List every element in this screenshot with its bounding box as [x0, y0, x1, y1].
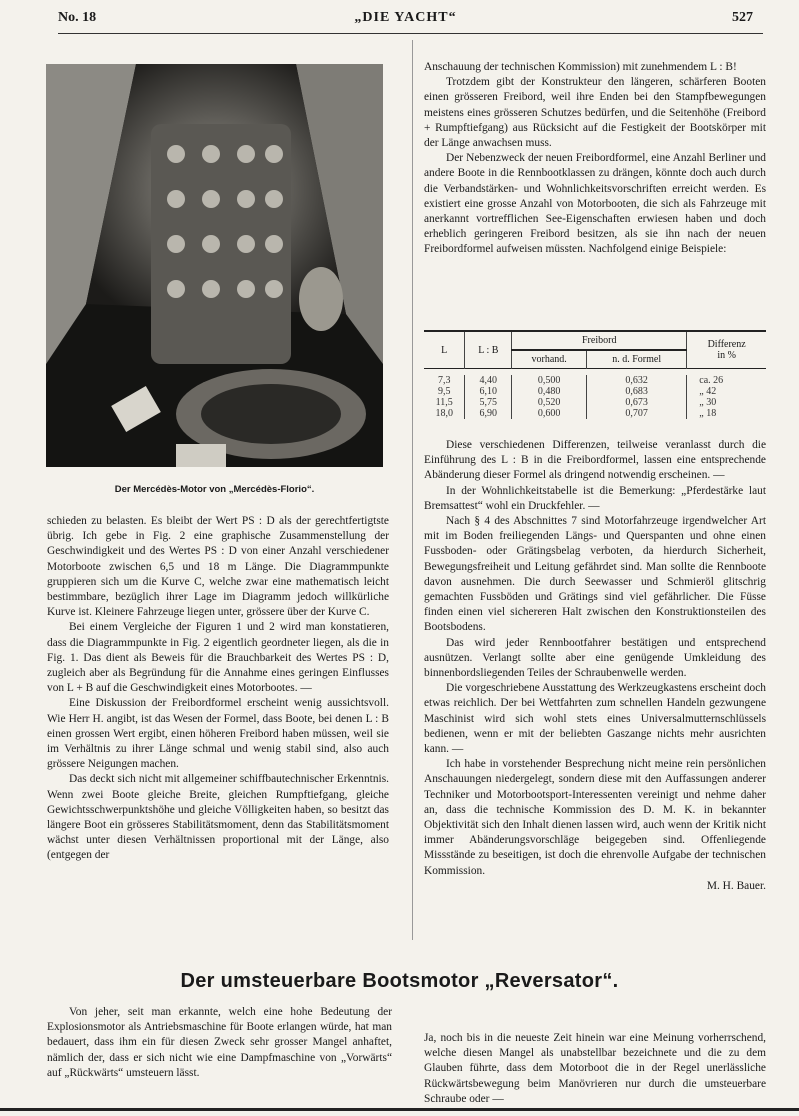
- differenz-unit: in %: [717, 350, 736, 361]
- bottom-rule: [0, 1108, 799, 1111]
- differenz-label: Differenz: [707, 339, 746, 350]
- cell-formel: 0,673: [587, 397, 687, 408]
- issue-number: No. 18: [58, 10, 97, 25]
- paragraph: Das deckt sich nicht mit allgemeiner schiffbautechnischer Erkenntnis. Wenn zwei Boote gleiche Breite, gleichen Rumpftiefgang, gleiche Gewichtsschwerpunktshöhe und gleiche Völligkeiten haben, so besitzt das längere Boot ein grösseres Stabilitätsmoment, denn das Stabilitätsmoment wächst unter diesen Verhältnissen proportional mit der Länge, also (entgegen der: [47, 773, 389, 862]
- cell-lb: 6,90: [465, 408, 512, 419]
- cell-formel: 0,683: [587, 386, 687, 397]
- paragraph: Bei einem Vergleiche der Figuren 1 und 2 wird man konstatieren, dass die Diagrammpunkte in Fig. 2 eigentlich geordneter liegen, als die in Fig. 1. Das dient als Beweis für die Brauchbarkeit des Wertes PS : D, zugleich aber als Begründung für die Annahme eines geringen Einflusses von L + B auf die Geschwindigkeit eines Motorbootes. —: [47, 621, 389, 695]
- paragraph: Anschauung der technischen Kommission) mit zunehmendem L : B!: [424, 61, 737, 73]
- col-header-freibord: Freibord: [512, 331, 687, 350]
- page-header: [58, 10, 753, 32]
- page-number: 527: [732, 10, 753, 25]
- right-column-bottom: [424, 438, 766, 894]
- cell-l: 7,3: [437, 374, 451, 386]
- paragraph: Nach § 4 des Abschnittes 7 sind Motorfahrzeuge irgendwelcher Art mit im Boden freiliegenden Längs- und Querspanten und ohne einen Fussboden- oder Grätingsbelag verboten, da hierdurch Sicherheit, Bewegungsfreiheit und Leitung gefährdet sind. Man sollte die Rennboote davon ausnehmen. Die durch Seewasser und Schmieröl glitschrig gemachten Fussböden und Grätings sind viel gefährlicher. Die Füsse finden einen viel sichereren Halt zwischen den Konstruktionsteilen des Bootsbodens.: [424, 515, 766, 634]
- freibord-table: [424, 330, 766, 419]
- col-header-differenz: [687, 331, 766, 369]
- engine-photo-graphic: [46, 64, 383, 467]
- cell-formel: 0,632: [587, 375, 687, 386]
- paragraph: Von jeher, seit man erkannte, welch eine hohe Bedeutung der Explosionsmotor als Antriebsmaschine für Boote erlangen würde, hat man bedauert, dass ihm ein für diesen Zweck sehr grosser Mangel anhaftet, nämlich der, dass er sich nicht wie eine Dampfmaschine von „Vorwärts“ auf „Rückwärts“ umsteuern lässt.: [47, 1006, 392, 1079]
- cell-vorhand: 0,600: [512, 408, 587, 419]
- cell-lb: 6,10: [465, 386, 512, 397]
- signature-line: [424, 879, 766, 894]
- table-row: [424, 375, 766, 386]
- col-header-vorhand: vorhand.: [512, 350, 587, 369]
- cell-diff: „ 30: [687, 397, 766, 408]
- col-header-formel: n. d. Formel: [587, 350, 687, 369]
- right-column-top: [424, 60, 766, 258]
- author-signature: M. H. Bauer.: [706, 879, 766, 892]
- paragraph: Trotzdem gibt der Konstrukteur den längeren, schärferen Booten einen grösseren Freibord, weil ihre Enden bei den Stampfbewegungen meistens eines grösseren Schutzes bedürfen, und die Seitenhöhe (Freibord + Rumpftiefgang) aus Rücksicht auf die Festigkeit der Bootskörper mit der Länge anwachsen muss.: [424, 76, 766, 150]
- cell-l: 18,0: [435, 407, 453, 419]
- header-rule: [58, 33, 763, 34]
- cell-lb: 5,75: [465, 397, 512, 408]
- col-header-lb: L : B: [465, 331, 512, 369]
- paragraph: Die vorgeschriebene Ausstattung des Werkzeugkastens erscheint doch etwas reichlich. Der bei Wettfahrten zum schnellen Handeln gezwungene Maschinist wird sich wohl stets eines Universalmutternschlüssels bedienen, wenn er mit der beliebten Gaszange nichts mehr ausrichten kann. —: [424, 682, 766, 756]
- paragraph: Diese verschiedenen Differenzen, teilweise veranlasst durch die Einführung des L : B in die Freibordformel, lassen eine entsprechende Abänderung dieser Formel als dringend notwendig erscheinen. —: [424, 439, 766, 482]
- paragraph: In der Wohnlichkeitstabelle ist die Bemerkung: „Pferdestärke laut Bremsattest“ wohl ein Druckfehler. —: [424, 484, 766, 512]
- cell-diff: „ 42: [687, 386, 766, 397]
- left-column: [47, 514, 389, 864]
- paragraph: schieden zu belasten. Es bleibt der Wert PS : D als der gerechtfertigtste übrig. Ich gebe in Fig. 2 eine graphische Zusammenstellung der Geschwindigkeit und des Wertes PS : D von einer Anzahl verschiedener Motorboote zwischen 6,5 und 18 m Länge. Die Diagrammpunkte gruppieren sich um die Kurve C, welche zwar eine mathematisch leicht bestimmbare, bezüglich ihrer Lage im Diagramm jedoch willkürliche Kurve ist. Kleinere Fahrzeuge liegen unter, grössere über der Kurve C.: [47, 515, 389, 619]
- cell-lb: 4,40: [465, 375, 512, 386]
- paragraph: Der Nebenzweck der neuen Freibordformel, eine Anzahl Berliner und andere Boote in die Rennbootklassen zu drängen, könnte doch auch durch die Verbandstärken- und Wohnlichkeitsvorschriften erreicht werden. Es existiert eine grosse Anzahl von Motorbooten, die sich als Fahrzeuge mit anerkannt vortrefflichen See-Eigenschaften erwiesen haben und doch erheblich geringeren Freibord besitzen, als sie ihn nach der neuen Freibordformel aufweisen müssten. Nachfolgend einige Beispiele:: [424, 152, 766, 256]
- paragraph: Das wird jeder Rennbootfahrer bestätigen und entsprechend ausnützen. Verlangt sollte aber eine genügende Umkleidung des binnenbordsliegenden Teiles der Schraubenwelle werden.: [424, 636, 766, 680]
- paragraph: Eine Diskussion der Freibordformel erscheint wenig aussichtsvoll. Wie Herr H. angibt, ist das Wesen der Formel, dass Boote, bei denen L : B einen grossen Wert ergibt, einen höheren Freibord haben müssen, weil sie im Verhältnis zu ihrer Länge schmal und wenig stabil sind, also auch grössere Neigungen machen.: [47, 697, 389, 771]
- article-title: Der umsteuerbare Bootsmotor „Reversator“.: [180, 970, 619, 992]
- journal-title: „DIE YACHT“: [354, 10, 457, 25]
- cell-diff: ca. 26: [687, 375, 766, 386]
- table-row: [424, 408, 766, 419]
- paragraph: Ich habe in vorstehender Besprechung nicht meine rein persönlichen Anschauungen niedergelegt, sondern diese mit den Auffassungen anderer Techniker und Motorbootsport-Interessenten vereinigt und nehme daher an, dass die technische Kommission des D. M. K. in bekannter Objektivität sich den Inhalt dienen lassen wird, auch wenn der Kritik nicht immer Abänderungsvorschläge beigegeben sind. Offenliegende Missstände zu beseitigen, ist doch die ehrenvolle Aufgabe der technischen Kommission.: [424, 758, 766, 877]
- cell-vorhand: 0,500: [512, 375, 587, 386]
- table-row: [424, 397, 766, 408]
- photo-caption: Der Mercédès-Motor von „Mercédès-Florio“.: [114, 484, 315, 495]
- cell-l: 11,5: [435, 396, 453, 408]
- cell-vorhand: 0,520: [512, 397, 587, 408]
- engine-photo: [46, 64, 383, 467]
- cell-l: 9,5: [437, 385, 451, 397]
- cell-formel: 0,707: [587, 408, 687, 419]
- article2-right: [424, 1031, 766, 1107]
- table-row: [424, 386, 766, 397]
- column-divider: [412, 40, 413, 940]
- paragraph: Ja, noch bis in die neueste Zeit hinein war eine Meinung vorherrschend, welche diesen Mangel als unabstellbar bezeichnete und die zu dem Glauben führte, dass dem Motorboot die in der Regel unerlässliche Rückwärtsbewegung beim Manövrieren nur durch die umsteuerbare Schraube oder —: [424, 1032, 766, 1105]
- article2-left: [47, 1005, 392, 1081]
- col-header-l: L: [441, 344, 448, 356]
- cell-diff: „ 18: [687, 408, 766, 419]
- cell-vorhand: 0,480: [512, 386, 587, 397]
